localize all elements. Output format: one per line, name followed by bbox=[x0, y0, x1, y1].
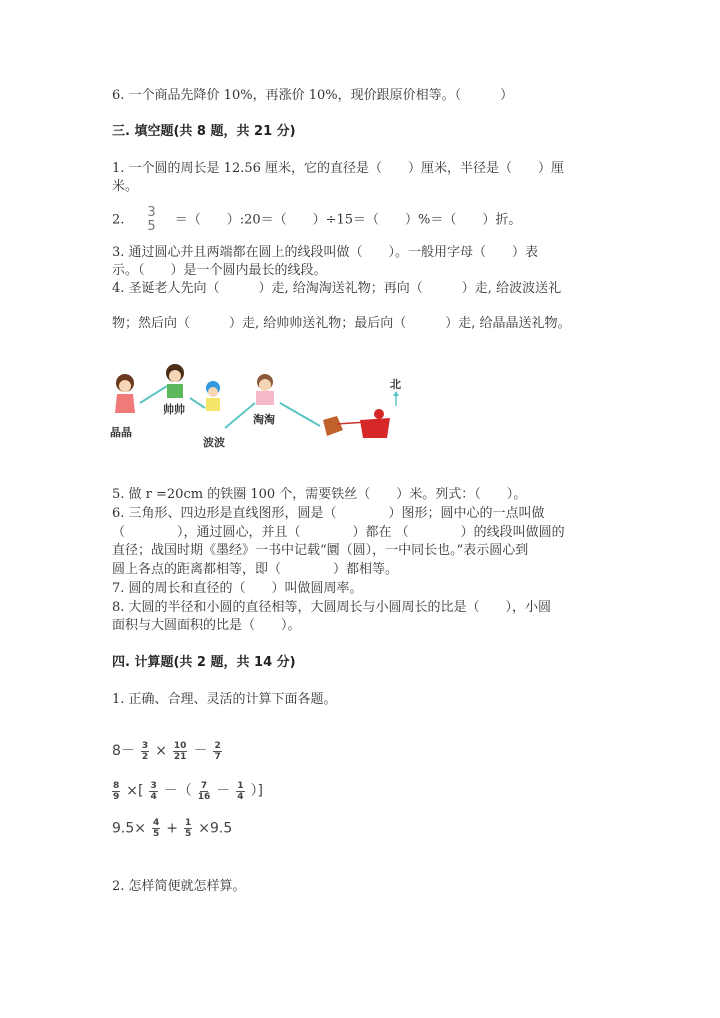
denominator: 4 bbox=[237, 791, 244, 802]
denominator: 16 bbox=[197, 791, 211, 802]
expr-text: × bbox=[155, 743, 167, 759]
fill-q4-line1: 4. 圣诞老人先向（ ）走, 给淘淘送礼物；再向（ ）走, 给波波送礼 bbox=[112, 281, 562, 296]
fill-q7: 7. 圆的周长和直径的（ ）叫做圆周率。 bbox=[112, 581, 363, 596]
fraction bbox=[198, 781, 211, 802]
denominator: 2 bbox=[141, 751, 149, 762]
fraction bbox=[141, 741, 149, 762]
numerator: 3 bbox=[150, 780, 157, 791]
fraction bbox=[184, 818, 192, 839]
judge-question-6: 6. 一个商品先降价 10%，再涨价 10%，现价跟原价相等。（ ） bbox=[112, 88, 514, 103]
boy-bobo-icon bbox=[206, 381, 220, 411]
fill-q2-text: ＝（ ）:20＝（ ）÷15＝（ ）%＝（ ）折。 bbox=[174, 212, 522, 228]
fraction bbox=[236, 781, 244, 802]
fill-q6-line1: 6. 三角形、四边形是直线图形，圆是（ ）图形；圆中心的一点叫做 bbox=[112, 506, 545, 521]
numerator: 8 bbox=[113, 780, 120, 791]
denominator: 5 bbox=[147, 219, 156, 234]
expr-text: －（ bbox=[163, 783, 192, 799]
fill-q3-line1: 3. 通过圆心并且两端都在圆上的线段叫做（ ）。一般用字母（ ）表 bbox=[112, 245, 539, 260]
numerator: 1 bbox=[185, 818, 192, 828]
expr-text: ）] bbox=[250, 783, 263, 799]
numerator: 1 bbox=[237, 780, 244, 791]
fill-q1-line2: 米。 bbox=[112, 179, 139, 194]
route-line bbox=[190, 398, 205, 408]
boy-shuaishuai-icon bbox=[166, 364, 184, 398]
fill-q5: 5. 做 r =20cm 的铁圈 100 个，需要铁丝（ ）米。列式：（ ）。 bbox=[112, 487, 527, 502]
route-line bbox=[225, 403, 255, 428]
fill-q1-line1: 1. 一个圆的周长是 12.56 厘米，它的直径是（ ）厘米，半径是（ ）厘 bbox=[112, 161, 565, 176]
expr-text: ×[ bbox=[126, 783, 144, 799]
fill-q6-line3: 直径；战国时期《墨经》一书中记载“圜（圆），一中同长也。”表示圆心到 bbox=[112, 543, 529, 558]
fill-q8-line1: 8. 大圆的半径和小圆的直径相等，大圆周长与小圆周长的比是（ ），小圆 bbox=[112, 600, 552, 615]
fraction bbox=[149, 781, 157, 802]
santa-route-figure bbox=[105, 358, 405, 453]
expression-2 bbox=[106, 780, 263, 802]
calc-q2: 2. 怎样简便就怎样算。 bbox=[112, 879, 246, 894]
denominator: 4 bbox=[150, 791, 157, 802]
label-shuaishuai: 帅帅 bbox=[163, 403, 185, 416]
label-bobo: 波波 bbox=[203, 436, 225, 449]
numerator: 7 bbox=[200, 780, 208, 791]
calc-q1: 1. 正确、合理、灵活的计算下面各题。 bbox=[112, 692, 337, 707]
girl-taotao-icon bbox=[256, 374, 274, 405]
fill-q6-line4: 圆上各点的距离都相等，即（ ）都相等。 bbox=[112, 562, 399, 577]
numerator: 4 bbox=[153, 818, 160, 828]
fill-q2 bbox=[112, 206, 521, 234]
fill-q6-line2: （ ），通过圆心，并且（ ）都在 （ ）的线段叫做圆的 bbox=[112, 525, 565, 540]
numerator: 2 bbox=[214, 740, 221, 751]
denominator: 7 bbox=[214, 751, 221, 762]
expr-text: 9.5× bbox=[112, 820, 146, 837]
expr-text: 8－ bbox=[112, 743, 135, 759]
denominator: 9 bbox=[113, 791, 120, 802]
numerator: 3 bbox=[147, 205, 156, 220]
label-taotao: 淘淘 bbox=[253, 413, 275, 426]
fraction bbox=[152, 818, 160, 839]
denominator: 21 bbox=[173, 751, 187, 762]
expr-text: － bbox=[216, 783, 231, 799]
denominator: 5 bbox=[185, 829, 192, 839]
fraction-3-5 bbox=[146, 206, 156, 234]
fill-q3-line2: 示。（ ）是一个圆内最长的线段。 bbox=[112, 263, 327, 278]
denominator: 5 bbox=[153, 829, 160, 839]
numerator: 10 bbox=[173, 740, 187, 751]
fraction bbox=[213, 741, 221, 762]
route-line bbox=[280, 403, 320, 426]
fill-q2-number: 2. bbox=[112, 212, 125, 228]
expr-text: － bbox=[193, 743, 208, 759]
expression-1 bbox=[112, 740, 228, 762]
fill-q8-line2: 面积与大圆面积的比是（ ）。 bbox=[112, 618, 301, 633]
section-4-title: 四. 计算题(共 2 题，共 14 分) bbox=[112, 655, 296, 670]
santa-sleigh-icon bbox=[323, 409, 390, 438]
expr-text: + bbox=[166, 820, 178, 837]
girl-jingjing-icon bbox=[115, 374, 135, 413]
expr-text: ×9.5 bbox=[198, 820, 233, 837]
section-3-title: 三. 填空题(共 8 题，共 21 分) bbox=[112, 124, 296, 139]
label-jingjing: 晶晶 bbox=[110, 426, 132, 439]
expression-3 bbox=[112, 818, 232, 839]
fill-q4-line2: 物；然后向（ ）走, 给帅帅送礼物；最后向（ ）走, 给晶晶送礼物。 bbox=[112, 316, 571, 331]
fraction bbox=[112, 781, 120, 802]
label-north: 北 bbox=[390, 378, 401, 391]
numerator: 3 bbox=[141, 740, 149, 751]
north-arrow-icon bbox=[393, 391, 399, 406]
fraction bbox=[173, 741, 188, 762]
route-line bbox=[140, 386, 167, 403]
